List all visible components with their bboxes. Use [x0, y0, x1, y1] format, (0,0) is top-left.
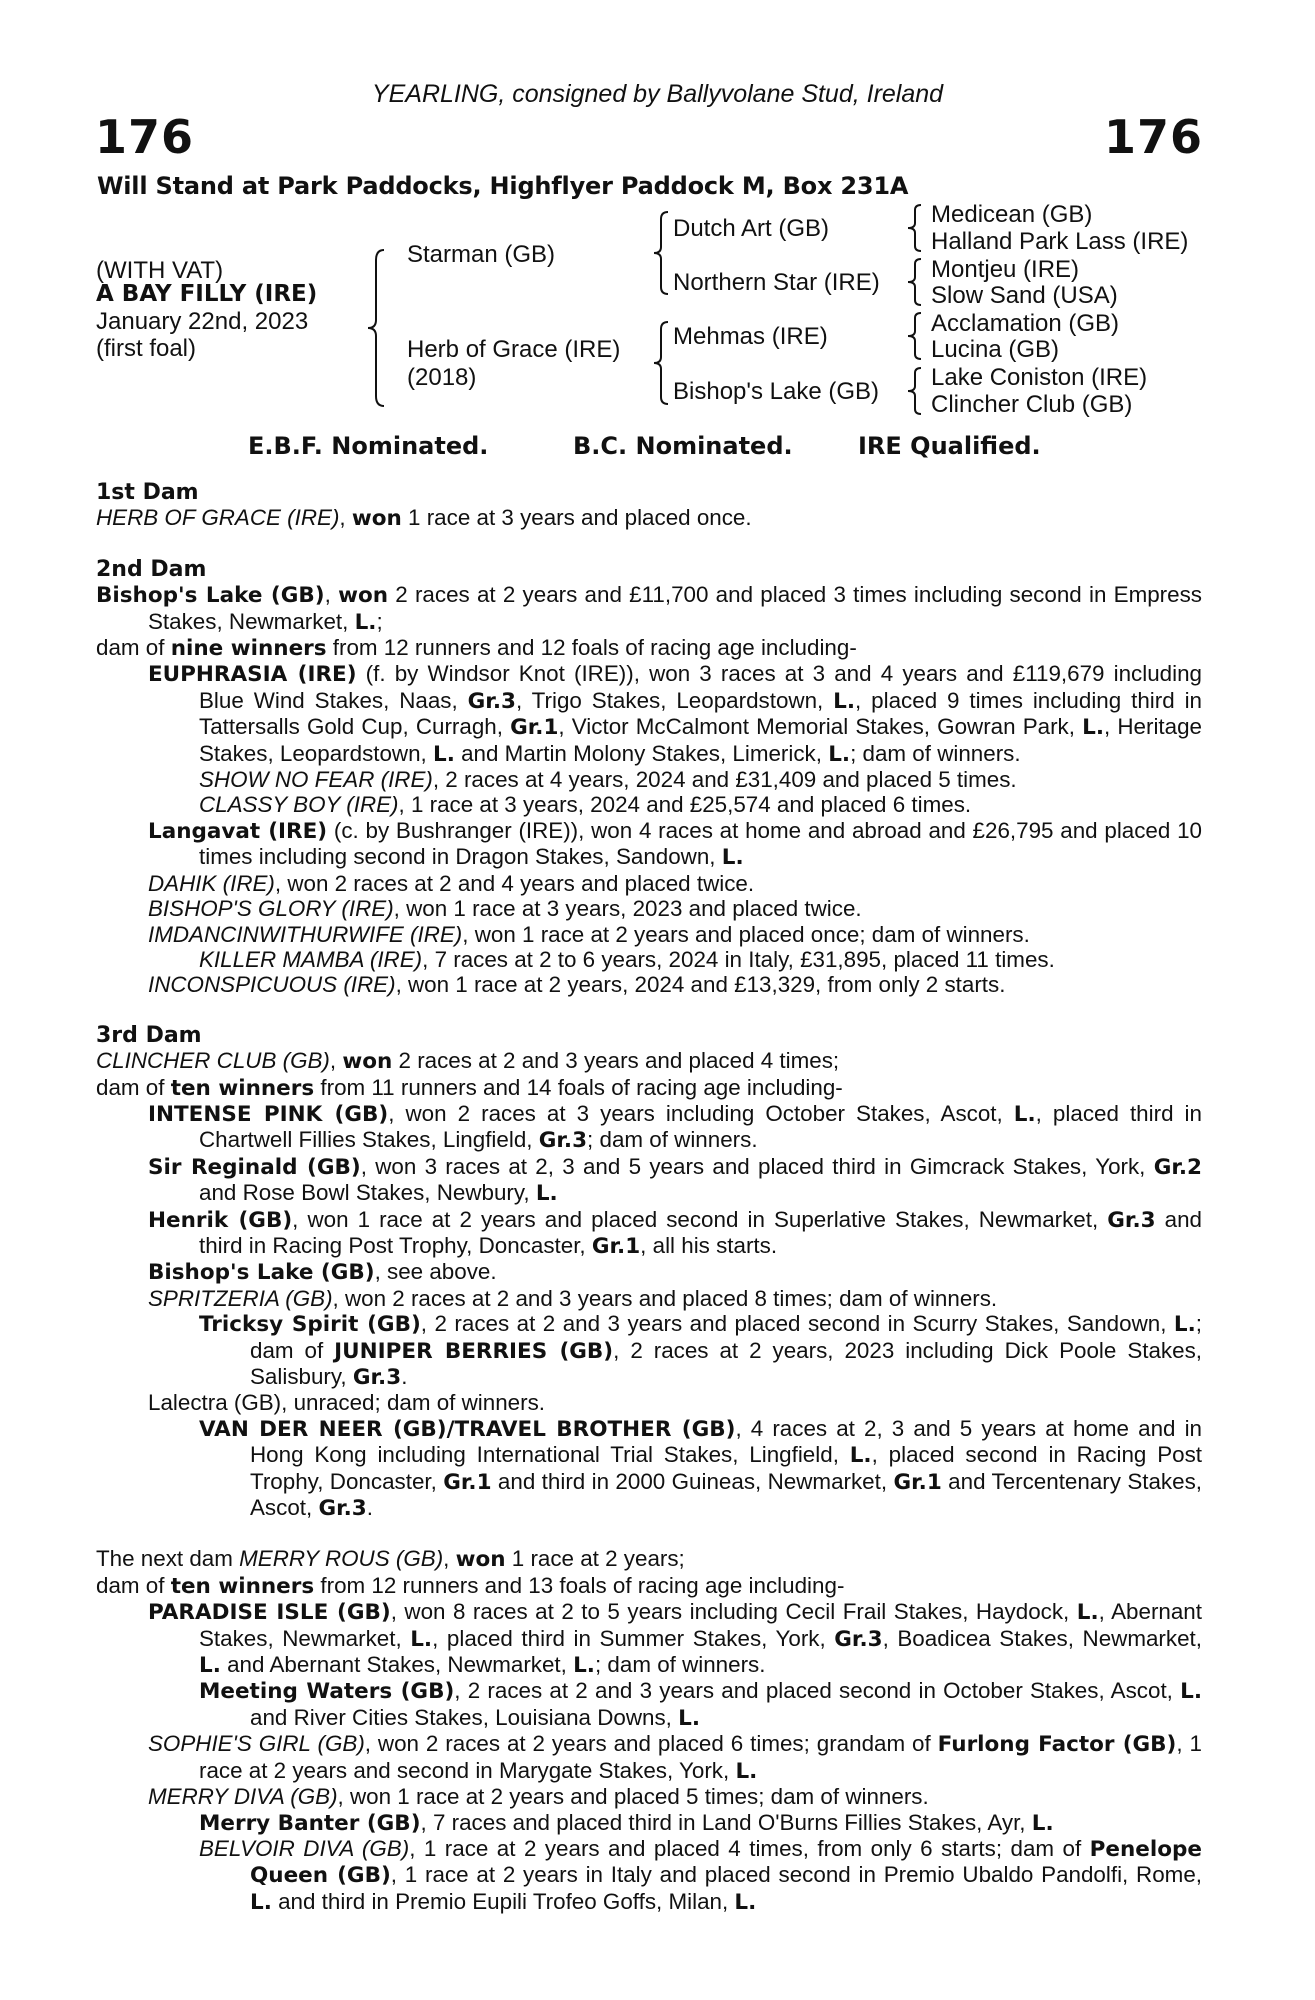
horse-name: SOPHIE'S GIRL (GB) — [148, 1731, 365, 1757]
text: , won 1 race at 3 years, 2023 and placed twice. — [393, 896, 862, 922]
produce-paradise-isle — [148, 1599, 1202, 1678]
text: , won 2 races at 2 and 3 years and placed 8 times; dam of winners. — [332, 1285, 998, 1311]
text: , — [329, 1048, 343, 1074]
text: , 2 races at 2 years, 2023 including Dick Poole Stakes, Salisbury, — [250, 1337, 1202, 1389]
won-label: won — [338, 583, 389, 609]
text: ; dam of — [250, 1311, 1202, 1363]
pedigree-sdd: Slow Sand (USA) — [931, 282, 1118, 309]
produce-killer-mamba — [199, 947, 1202, 972]
horse-name: Langavat (IRE) — [148, 818, 328, 844]
race-grade: Gr.3 — [467, 688, 516, 714]
horse-name: Penelope Queen (GB) — [250, 1836, 1202, 1889]
text: ; dam of winners. — [850, 740, 1021, 766]
text: , Abernant Stakes, Newmarket, — [199, 1599, 1202, 1651]
text: 1 race at 2 years; — [505, 1546, 685, 1572]
text: 2 races at 2 years and £11,700 and placed 3 times including second in Empress Stakes, Newmarket, — [148, 582, 1202, 634]
produce-spritzeria — [148, 1286, 1202, 1311]
text: and Martin Molony Stakes, Limerick, — [454, 740, 829, 766]
race-grade: L. — [250, 1889, 272, 1915]
text: ; dam of winners. — [587, 1127, 758, 1153]
text: , Victor McCalmont Memorial Stakes, Gowran Park, — [558, 714, 1083, 740]
second-dam-heading: 2nd Dam — [96, 556, 207, 582]
text: and third in Racing Post Trophy, Doncaster, — [199, 1206, 1202, 1258]
horse-name: EUPHRASIA (IRE) — [148, 662, 357, 688]
text: , won 2 races at 2 and 4 years and placed twice. — [274, 870, 755, 896]
text: , — [324, 582, 339, 608]
text: The next dam — [96, 1546, 240, 1572]
horse-name: BELVOIR DIVA (GB) — [199, 1835, 410, 1861]
race-grade: Gr.3 — [538, 1128, 588, 1154]
horse-name: CLASSY BOY (IRE) — [199, 792, 399, 818]
text: , — [339, 505, 352, 531]
pedigree-brace-ds — [905, 311, 925, 361]
text: , Boadicea Stakes, Newmarket, — [882, 1625, 1202, 1651]
race-grade: L. — [721, 845, 744, 871]
text: and Tercentenary Stakes, Ascot, — [250, 1468, 1202, 1521]
pedigree-dam-dam: Bishop's Lake (GB) — [673, 378, 880, 405]
horse-foal-note: (first foal) — [96, 335, 197, 362]
race-grade: L. — [828, 741, 851, 767]
race-grade: L. — [678, 1705, 700, 1731]
text: . — [366, 1495, 373, 1521]
horse-name: Sir Reginald (GB) — [148, 1154, 361, 1180]
produce-show-no-fear — [199, 767, 1202, 792]
text: , won 1 race at 2 years and placed once; dam of winners. — [462, 921, 1030, 947]
pedigree-brace-main — [364, 248, 388, 408]
produce-henrik — [148, 1207, 1202, 1260]
text: and third in Premio Eupili Trofeo Goffs, Milan, — [271, 1888, 735, 1914]
race-grade: L. — [1031, 1810, 1054, 1836]
text: ; dam of winners. — [594, 1652, 766, 1678]
second-dam-produce-summary — [96, 635, 1202, 661]
text: ; — [376, 608, 383, 634]
text: and Rose Bowl Stakes, Newbury, — [199, 1180, 536, 1206]
horse-name: Furlong Factor (GB) — [937, 1732, 1177, 1758]
pedigree-brace-sd — [905, 257, 925, 307]
text: from 12 runners and 13 foals of racing age including- — [314, 1572, 845, 1598]
text: (f. by Windsor Knot (IRE)), won 3 races at 3 and 4 years and £119,679 including Blue Wind Stakes, Naas, — [199, 661, 1203, 713]
pedigree-sire: Starman (GB) — [407, 241, 556, 268]
text: , 4 races at 2, 3 and 5 years at home and in Hong Kong including International Trial Stakes, Lingfield, — [250, 1415, 1203, 1468]
horse-name: MERRY DIVA (GB) — [148, 1784, 338, 1810]
horse-name: JUNIPER BERRIES (GB) — [334, 1338, 614, 1364]
race-grade: Gr.3 — [834, 1626, 883, 1652]
produce-meeting-waters — [199, 1678, 1202, 1731]
first-dam-line — [96, 505, 1202, 531]
second-dam-line — [96, 582, 1202, 635]
ire-qualified: IRE Qualified. — [858, 432, 1041, 460]
horse-name: Meeting Waters (GB) — [199, 1679, 455, 1705]
race-grade: Gr.1 — [893, 1469, 942, 1495]
pedigree-sss: Medicean (GB) — [931, 201, 1093, 228]
race-grade: Gr.3 — [318, 1496, 367, 1522]
text: (c. by Bushranger (IRE)), won 4 races at home and abroad and £26,795 and placed 10 times including second in Dragon Stakes, Sandown, — [199, 817, 1203, 870]
pedigree-brace-dd — [905, 366, 925, 416]
text: , won 2 races at 2 years and placed 6 times; grandam of — [364, 1731, 938, 1757]
consignor-subtitle: YEARLING, consigned by Ballyvolane Stud, Ireland — [371, 80, 944, 108]
next-dam-produce-summary — [96, 1573, 1202, 1599]
text: , won 1 race at 2 years and placed second in Superlative Stakes, Newmarket, — [292, 1206, 1108, 1232]
dam-name: HERB OF GRACE (IRE) — [96, 505, 340, 531]
race-grade: Gr.2 — [1153, 1154, 1202, 1180]
pedigree-dss: Acclamation (GB) — [931, 310, 1120, 337]
pedigree-sds: Montjeu (IRE) — [931, 256, 1080, 283]
stand-location: Will Stand at Park Paddocks, Highflyer Paddock M, Box 231A — [97, 172, 909, 200]
text: , won 1 race at 2 years, 2024 and £13,329, from only 2 starts. — [395, 972, 1006, 998]
race-grade: L. — [1013, 1101, 1036, 1127]
pedigree-brace-sire — [650, 210, 672, 296]
pedigree-sire-dam: Northern Star (IRE) — [673, 269, 880, 296]
produce-inconspicuous — [148, 972, 1202, 997]
text: , placed third in Chartwell Fillies Stakes, Lingfield, — [199, 1100, 1202, 1153]
race-grade: L. — [535, 1181, 558, 1207]
text: , 7 races and placed third in Land O'Burns Fillies Stakes, Ayr, — [420, 1809, 1032, 1835]
text: , placed 9 times including third in Tattersalls Gold Cup, Curragh, — [199, 687, 1203, 740]
text: , won 3 races at 2, 3 and 5 years and placed third in Gimcrack Stakes, York, — [360, 1153, 1154, 1179]
vat-note: (WITH VAT) — [96, 257, 224, 284]
third-dam-heading: 3rd Dam — [96, 1022, 202, 1048]
produce-euphrasia — [148, 661, 1202, 767]
text: , placed second in Racing Post Trophy, Doncaster, — [250, 1442, 1202, 1494]
race-grade: L. — [1082, 715, 1104, 741]
race-grade: L. — [833, 688, 856, 714]
race-grade: Gr.3 — [1107, 1207, 1156, 1233]
race-grade: Gr.1 — [591, 1233, 641, 1259]
race-grade: L. — [1173, 1312, 1196, 1338]
pedigree-dam-year: (2018) — [407, 364, 477, 391]
horse-name: Bishop's Lake (GB) — [148, 1260, 375, 1286]
produce-lalectra: Lalectra (GB), unraced; dam of winners. — [148, 1390, 545, 1416]
pedigree-dam: Herb of Grace (IRE) — [407, 336, 621, 363]
text: . — [401, 1364, 408, 1389]
horse-name: INTENSE PINK (GB) — [148, 1101, 389, 1127]
horse-name: INCONSPICUOUS (IRE) — [148, 972, 396, 998]
produce-imdancinwithurwife — [148, 922, 1202, 947]
lot-number-right: 176 — [1103, 110, 1203, 164]
produce-tricksy-spirit — [199, 1311, 1202, 1390]
text: , Trigo Stakes, Leopardstown, — [515, 687, 834, 713]
horse-name: PARADISE ISLE (GB) — [148, 1600, 391, 1626]
dam-name: Bishop's Lake (GB) — [96, 583, 325, 609]
race-grade: L. — [735, 1758, 758, 1784]
produce-merry-diva — [148, 1784, 1202, 1809]
winners-count: ten winners — [170, 1573, 315, 1599]
dam-details — [96, 480, 1202, 1915]
bc-nominated: B.C. Nominated. — [573, 432, 793, 460]
pedigree-ssd: Halland Park Lass (IRE) — [931, 228, 1189, 255]
race-grade: L. — [849, 1443, 872, 1469]
horse-dob: January 22nd, 2023 — [96, 308, 309, 335]
horse-name: Tricksy Spirit (GB) — [199, 1312, 421, 1338]
pedigree-ddd: Clincher Club (GB) — [931, 391, 1133, 418]
text: from 11 runners and 14 foals of racing age including- — [314, 1074, 843, 1100]
text: , placed third in Summer Stakes, York, — [432, 1625, 835, 1651]
horse-name: Merry Banter (GB) — [199, 1810, 421, 1836]
race-grade: L. — [573, 1653, 595, 1679]
text: , — [443, 1546, 456, 1572]
produce-sir-reginald — [148, 1154, 1202, 1207]
race-grade: L. — [433, 741, 455, 767]
pedigree-brace-ss — [905, 203, 925, 253]
text: dam of — [96, 1572, 171, 1598]
race-grade: L. — [1180, 1679, 1202, 1705]
horse-name: DAHIK (IRE) — [148, 870, 275, 896]
text: 2 races at 2 and 3 years and placed 4 times; — [392, 1048, 840, 1074]
text: , all his starts. — [640, 1232, 778, 1258]
produce-intense-pink — [148, 1101, 1202, 1154]
horse-name: A BAY FILLY (IRE) — [96, 281, 318, 307]
dam-name: MERRY ROUS (GB) — [239, 1546, 444, 1572]
pedigree-dds: Lake Coniston (IRE) — [931, 364, 1148, 391]
produce-belvoir-diva — [199, 1836, 1202, 1915]
winners-count: ten winners — [170, 1075, 315, 1101]
third-dam-line — [96, 1048, 1202, 1074]
race-grade: L. — [410, 1626, 433, 1652]
text: , Heritage Stakes, Leopardstown, — [199, 714, 1203, 766]
text: from 12 runners and 12 foals of racing age including- — [326, 635, 857, 661]
text: dam of — [96, 635, 171, 661]
text: , 1 race at 2 years and placed 4 times, from only 6 starts; dam of — [409, 1835, 1090, 1861]
won-label: won — [342, 1049, 393, 1075]
race-grade: Gr.3 — [352, 1365, 402, 1390]
horse-name: Henrik (GB) — [148, 1207, 293, 1233]
race-grade: Gr.1 — [443, 1469, 492, 1495]
horse-name: KILLER MAMBA (IRE) — [199, 946, 423, 972]
text: , 2 races at 2 and 3 years and placed second in October Stakes, Ascot, — [454, 1678, 1181, 1704]
text: , 1 race at 2 years and second in Marygate Stakes, York, — [199, 1731, 1202, 1783]
won-label: won — [455, 1547, 506, 1573]
text: dam of — [96, 1074, 171, 1100]
horse-name: SHOW NO FEAR (IRE) — [199, 767, 433, 793]
text: , 1 race at 2 years in Italy and placed second in Premio Ubaldo Pandolfi, Rome, — [390, 1862, 1202, 1888]
race-grade: L. — [354, 609, 377, 635]
produce-bishops-lake — [148, 1259, 1202, 1285]
race-grade: L. — [734, 1889, 757, 1915]
horse-name: VAN DER NEER (GB)/TRAVEL BROTHER (GB) — [199, 1416, 736, 1442]
ebf-nominated: E.B.F. Nominated. — [248, 432, 489, 460]
text: and third in 2000 Guineas, Newmarket, — [491, 1468, 894, 1494]
horse-name: BISHOP'S GLORY (IRE) — [148, 896, 394, 922]
produce-classy-boy — [199, 792, 1202, 817]
produce-dahik — [148, 871, 1202, 896]
pedigree-dam-sire: Mehmas (IRE) — [673, 323, 828, 350]
text: 1 race at 3 years and placed once. — [401, 505, 752, 531]
pedigree-brace-dam — [650, 320, 672, 406]
text: , won 1 race at 2 years and placed 5 times; dam of winners. — [337, 1784, 929, 1810]
text: , 2 races at 2 and 3 years and placed second in Scurry Stakes, Sandown, — [420, 1311, 1174, 1337]
horse-name: SPRITZERIA (GB) — [148, 1285, 333, 1311]
race-grade: L. — [199, 1653, 221, 1679]
produce-bishops-glory — [148, 896, 1202, 921]
dam-name: CLINCHER CLUB (GB) — [96, 1048, 330, 1074]
text: , won 2 races at 3 years including October Stakes, Ascot, — [388, 1100, 1014, 1126]
horse-name: IMDANCINWITHURWIFE (IRE) — [148, 921, 463, 947]
text: , 7 races at 2 to 6 years, 2024 in Italy, £31,895, placed 11 times. — [422, 946, 1055, 972]
pedigree-dsd: Lucina (GB) — [931, 336, 1060, 363]
third-dam-produce-summary — [96, 1075, 1202, 1101]
text: , 2 races at 4 years, 2024 and £31,409 and placed 5 times. — [432, 767, 1017, 793]
next-dam-line — [96, 1546, 1202, 1572]
lot-number-left: 176 — [95, 110, 195, 164]
produce-van-der-neer — [199, 1416, 1202, 1522]
race-grade: Gr.1 — [510, 715, 559, 741]
winners-count: nine winners — [170, 636, 327, 662]
produce-sophies-girl — [148, 1731, 1202, 1784]
race-grade: L. — [1076, 1600, 1099, 1626]
produce-langavat — [148, 818, 1202, 871]
won-label: won — [351, 506, 402, 532]
text: , see above. — [374, 1259, 497, 1285]
text: and Abernant Stakes, Newmarket, — [220, 1652, 574, 1678]
pedigree-sire-sire: Dutch Art (GB) — [673, 215, 830, 242]
first-dam-heading: 1st Dam — [96, 480, 199, 505]
text: and River Cities Stakes, Louisiana Downs, — [250, 1704, 679, 1730]
produce-merry-banter — [199, 1810, 1202, 1836]
text: , won 8 races at 2 to 5 years including Cecil Frail Stakes, Haydock, — [390, 1599, 1077, 1625]
text: , 1 race at 3 years, 2024 and £25,574 and placed 6 times. — [398, 792, 972, 818]
